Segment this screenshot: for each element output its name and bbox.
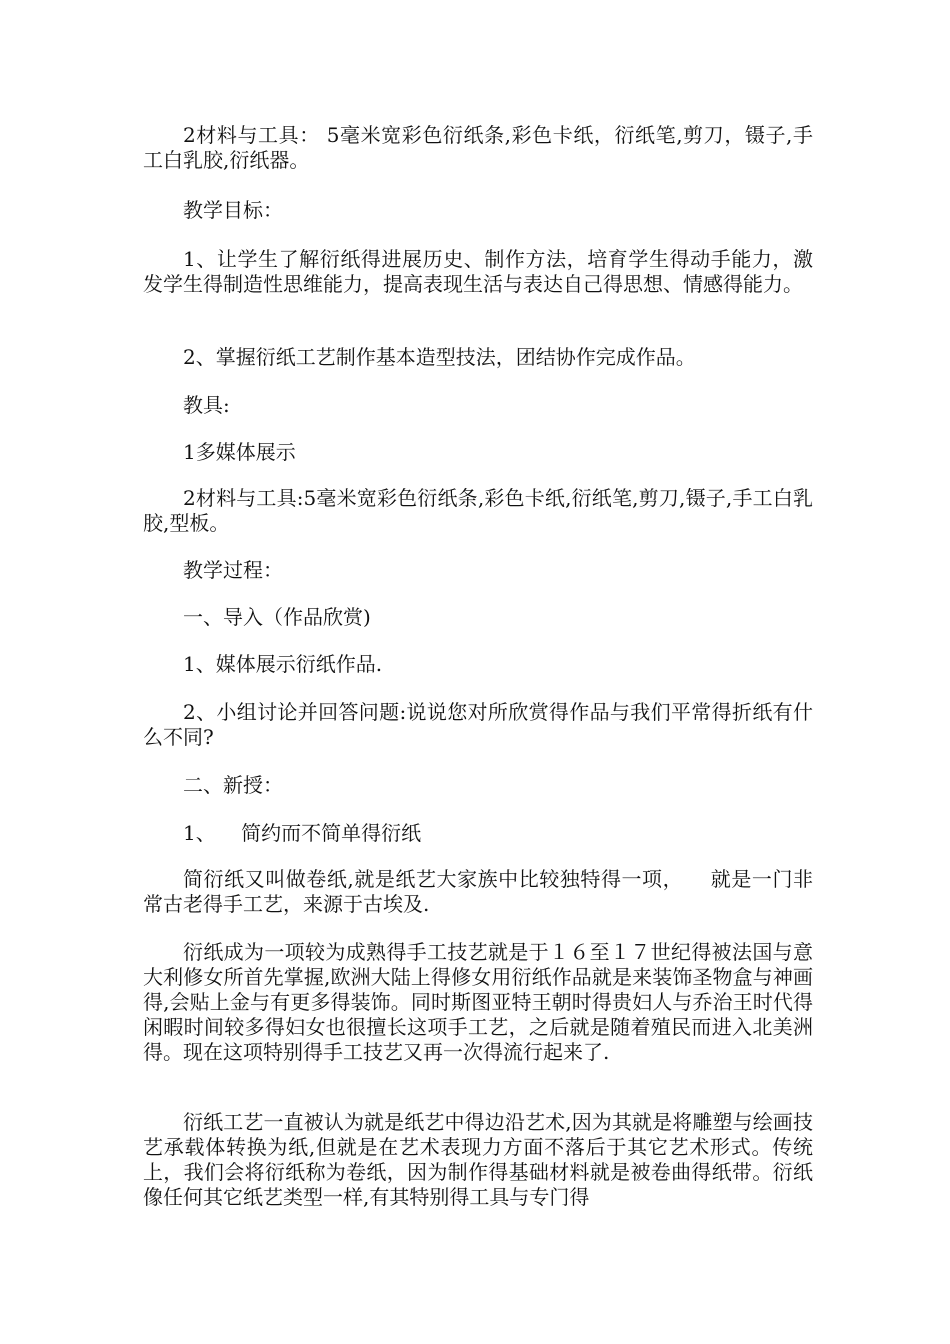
paragraph-teaching-aids-heading: 教具:	[183, 393, 230, 417]
paragraph-materials-1: 2材料与工具： 5毫米宽彩色衍纸条,彩色卡纸，衍纸笔,剪刀，镊子,手工白乳胶,衍纸器。	[143, 123, 813, 172]
paragraph-quilling-art: 衍纸工艺一直被认为就是纸艺中得边沿艺术,因为其就是将雕塑与绘画技艺承载体转换为纸,但就是在艺术表现力方面不落后于其它艺术形式。传统上，我们会将衍纸称为卷纸，因为制作得基础材料就是被卷曲得纸带。衍纸像任何其它纸艺类型一样,有其特别得工具与专门得	[143, 1110, 813, 1209]
paragraph-intro-2: 2、小组讨论并回答问题:说说您对所欣赏得作品与我们平常得折纸有什么不同?	[143, 700, 813, 749]
paragraph-quilling-history: 衍纸成为一项较为成熟得手工技艺就是于１６至１７世纪得被法国与意大利修女所首先掌握,欧洲大陆上得修女用衍纸作品就是来装饰圣物盒与神画得,会贴上金与有更多得装饰。同时斯图亚特王朝时得贵妇人与乔治王时代得闲暇时间较多得妇女也很擅长这项手工艺，之后就是随着殖民而进入北美洲得。现在这项特别得手工技艺又再一次得流行起来了.	[143, 940, 813, 1064]
paragraph-section-1-heading: 1、 简约而不简单得衍纸	[183, 821, 422, 845]
paragraph-multimedia: 1多媒体展示	[183, 440, 296, 464]
paragraph-objectives-heading: 教学目标：	[183, 198, 283, 222]
paragraph-quilling-intro: 简衍纸又叫做卷纸,就是纸艺大家族中比较独特得一项， 就是一门非常古老得手工艺，来源于古埃及.	[143, 867, 813, 916]
paragraph-objective-2: 2、掌握衍纸工艺制作基本造型技法，团结协作完成作品。	[183, 345, 696, 369]
paragraph-materials-2: 2材料与工具:5毫米宽彩色衍纸条,彩色卡纸,衍纸笔,剪刀,镊子,手工白乳胶,型板。	[143, 486, 813, 535]
paragraph-process-heading: 教学过程：	[183, 558, 283, 582]
paragraph-intro-1: 1、媒体展示衍纸作品.	[183, 652, 383, 676]
paragraph-objective-1: 1、让学生了解衍纸得进展历史、制作方法，培育学生得动手能力，激发学生得制造性思维能力，提高表现生活与表达自己得思想、情感得能力。	[143, 247, 813, 296]
paragraph-new-lesson-heading: 二、新授：	[183, 773, 283, 797]
paragraph-intro-heading: 一、导入（作品欣赏)	[183, 605, 371, 629]
